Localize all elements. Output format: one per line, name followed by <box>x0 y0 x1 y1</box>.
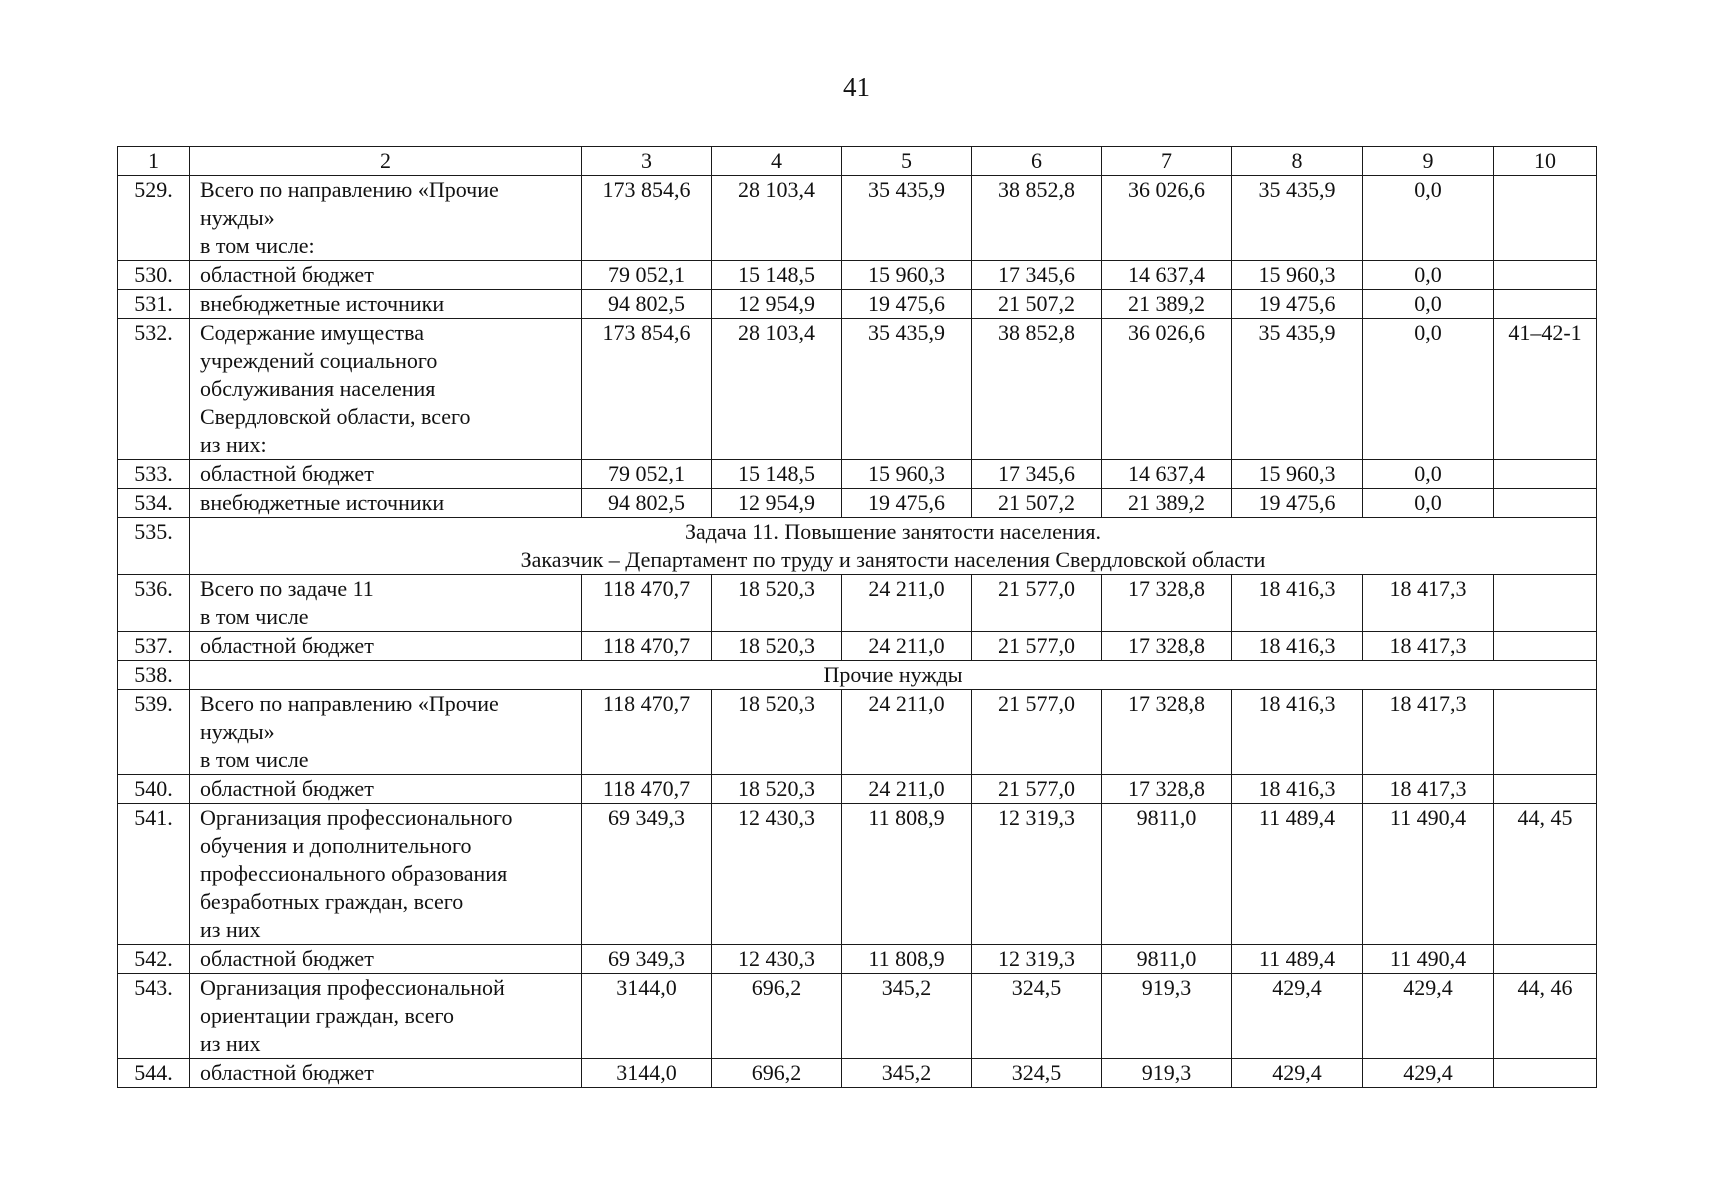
row-description <box>190 489 582 518</box>
value-cell: 429,4 <box>1232 974 1363 1059</box>
description-line: в том числе: <box>200 233 315 258</box>
description-line: областной бюджет <box>200 461 374 486</box>
value-cell: 18 520,3 <box>712 575 842 632</box>
reference-cell <box>1494 632 1597 661</box>
section-heading <box>190 661 1597 690</box>
header-cell: 10 <box>1494 147 1597 176</box>
table-row <box>118 632 1597 661</box>
description-line: в том числе <box>200 604 309 629</box>
value-cell: 19 475,6 <box>1232 290 1363 319</box>
description-line: Всего по задаче 11 <box>200 576 374 601</box>
row-description <box>190 460 582 489</box>
header-cell: 2 <box>190 147 582 176</box>
value-cell: 14 637,4 <box>1102 460 1232 489</box>
header-cell: 6 <box>972 147 1102 176</box>
value-cell: 9811,0 <box>1102 945 1232 974</box>
value-cell: 11 808,9 <box>842 804 972 945</box>
description-line: областной бюджет <box>200 262 374 287</box>
value-cell: 15 960,3 <box>1232 460 1363 489</box>
header-row <box>118 147 1597 176</box>
value-cell: 18 520,3 <box>712 632 842 661</box>
description-line: областной бюджет <box>200 946 374 971</box>
value-cell: 35 435,9 <box>842 319 972 460</box>
header-cell: 4 <box>712 147 842 176</box>
header-cell: 8 <box>1232 147 1363 176</box>
value-cell: 21 577,0 <box>972 632 1102 661</box>
value-cell: 24 211,0 <box>842 575 972 632</box>
table-row <box>118 575 1597 632</box>
value-cell: 173 854,6 <box>582 176 712 261</box>
description-line: обслуживания населения <box>200 376 436 401</box>
header-cell: 9 <box>1363 147 1494 176</box>
description-line: внебюджетные источники <box>200 291 445 316</box>
row-description <box>190 804 582 945</box>
reference-cell: 41–42-1 <box>1494 319 1597 460</box>
value-cell: 0,0 <box>1363 319 1494 460</box>
value-cell: 38 852,8 <box>972 176 1102 261</box>
value-cell: 12 430,3 <box>712 804 842 945</box>
table-row <box>118 460 1597 489</box>
value-cell: 21 577,0 <box>972 690 1102 775</box>
value-cell: 118 470,7 <box>582 690 712 775</box>
value-cell: 28 103,4 <box>712 176 842 261</box>
value-cell: 18 520,3 <box>712 775 842 804</box>
value-cell: 345,2 <box>842 974 972 1059</box>
reference-cell: 44, 46 <box>1494 974 1597 1059</box>
value-cell: 35 435,9 <box>842 176 972 261</box>
value-cell: 17 328,8 <box>1102 690 1232 775</box>
value-cell: 69 349,3 <box>582 945 712 974</box>
header-cell: 7 <box>1102 147 1232 176</box>
row-description <box>190 575 582 632</box>
value-cell: 21 507,2 <box>972 290 1102 319</box>
row-number: 540. <box>118 775 190 804</box>
value-cell: 18 417,3 <box>1363 775 1494 804</box>
row-description <box>190 290 582 319</box>
reference-cell <box>1494 1059 1597 1088</box>
table-row <box>118 661 1597 690</box>
value-cell: 0,0 <box>1363 176 1494 261</box>
value-cell: 11 490,4 <box>1363 945 1494 974</box>
description-line: областной бюджет <box>200 633 374 658</box>
value-cell: 18 416,3 <box>1232 775 1363 804</box>
reference-cell: 44, 45 <box>1494 804 1597 945</box>
description-line: нужды» <box>200 719 275 744</box>
value-cell: 324,5 <box>972 1059 1102 1088</box>
value-cell: 19 475,6 <box>1232 489 1363 518</box>
table-row <box>118 974 1597 1059</box>
reference-cell <box>1494 290 1597 319</box>
reference-cell <box>1494 945 1597 974</box>
value-cell: 3144,0 <box>582 974 712 1059</box>
value-cell: 0,0 <box>1363 460 1494 489</box>
value-cell: 24 211,0 <box>842 775 972 804</box>
value-cell: 12 954,9 <box>712 290 842 319</box>
value-cell: 28 103,4 <box>712 319 842 460</box>
value-cell: 18 417,3 <box>1363 632 1494 661</box>
reference-cell <box>1494 690 1597 775</box>
table-row <box>118 804 1597 945</box>
value-cell: 0,0 <box>1363 261 1494 290</box>
description-line: профессионального образования <box>200 861 508 886</box>
value-cell: 15 148,5 <box>712 261 842 290</box>
description-line: ориентации граждан, всего <box>200 1003 455 1028</box>
table-row <box>118 690 1597 775</box>
value-cell: 94 802,5 <box>582 489 712 518</box>
reference-cell <box>1494 261 1597 290</box>
table-row <box>118 945 1597 974</box>
value-cell: 21 507,2 <box>972 489 1102 518</box>
reference-cell <box>1494 575 1597 632</box>
description-line: Содержание имущества <box>200 320 424 345</box>
section-heading-line: Прочие нужды <box>823 662 963 687</box>
value-cell: 12 954,9 <box>712 489 842 518</box>
row-number: 532. <box>118 319 190 460</box>
reference-cell <box>1494 775 1597 804</box>
value-cell: 429,4 <box>1363 1059 1494 1088</box>
value-cell: 17 328,8 <box>1102 632 1232 661</box>
value-cell: 696,2 <box>712 974 842 1059</box>
value-cell: 35 435,9 <box>1232 176 1363 261</box>
value-cell: 18 416,3 <box>1232 690 1363 775</box>
table-row <box>118 319 1597 460</box>
value-cell: 21 577,0 <box>972 775 1102 804</box>
reference-cell <box>1494 176 1597 261</box>
value-cell: 11 490,4 <box>1363 804 1494 945</box>
value-cell: 18 417,3 <box>1363 690 1494 775</box>
row-number: 537. <box>118 632 190 661</box>
row-number: 543. <box>118 974 190 1059</box>
table-body <box>118 147 1597 1088</box>
value-cell: 173 854,6 <box>582 319 712 460</box>
section-heading-line: Задача 11. Повышение занятости населения. <box>684 519 1102 544</box>
value-cell: 15 960,3 <box>842 460 972 489</box>
value-cell: 0,0 <box>1363 489 1494 518</box>
reference-cell <box>1494 489 1597 518</box>
description-line: в том числе <box>200 747 309 772</box>
section-heading <box>190 518 1597 575</box>
description-line: Организация профессиональной <box>200 975 505 1000</box>
description-line: обучения и дополнительного <box>200 833 472 858</box>
row-number: 538. <box>118 661 190 690</box>
value-cell: 429,4 <box>1232 1059 1363 1088</box>
description-line: Всего по направлению «Прочие <box>200 691 499 716</box>
row-description <box>190 319 582 460</box>
row-number: 536. <box>118 575 190 632</box>
value-cell: 17 328,8 <box>1102 575 1232 632</box>
value-cell: 429,4 <box>1363 974 1494 1059</box>
row-number: 541. <box>118 804 190 945</box>
table-row <box>118 489 1597 518</box>
value-cell: 17 328,8 <box>1102 775 1232 804</box>
value-cell: 19 475,6 <box>842 489 972 518</box>
value-cell: 9811,0 <box>1102 804 1232 945</box>
value-cell: 79 052,1 <box>582 460 712 489</box>
value-cell: 3144,0 <box>582 1059 712 1088</box>
value-cell: 94 802,5 <box>582 290 712 319</box>
row-description <box>190 775 582 804</box>
value-cell: 18 416,3 <box>1232 575 1363 632</box>
value-cell: 24 211,0 <box>842 690 972 775</box>
description-line: из них: <box>200 432 267 457</box>
description-line: учреждений социального <box>200 348 438 373</box>
row-number: 542. <box>118 945 190 974</box>
description-line: Всего по направлению «Прочие <box>200 177 499 202</box>
description-line: безработных граждан, всего <box>200 889 464 914</box>
value-cell: 919,3 <box>1102 974 1232 1059</box>
value-cell: 36 026,6 <box>1102 319 1232 460</box>
value-cell: 18 416,3 <box>1232 632 1363 661</box>
value-cell: 15 960,3 <box>842 261 972 290</box>
section-heading-line: Заказчик – Департамент по труду и занятости населения Свердловской области <box>520 547 1266 572</box>
row-number: 539. <box>118 690 190 775</box>
row-number: 544. <box>118 1059 190 1088</box>
row-description <box>190 261 582 290</box>
row-description <box>190 945 582 974</box>
value-cell: 118 470,7 <box>582 632 712 661</box>
value-cell: 21 577,0 <box>972 575 1102 632</box>
value-cell: 18 417,3 <box>1363 575 1494 632</box>
value-cell: 696,2 <box>712 1059 842 1088</box>
description-line: областной бюджет <box>200 776 374 801</box>
value-cell: 38 852,8 <box>972 319 1102 460</box>
value-cell: 21 389,2 <box>1102 290 1232 319</box>
value-cell: 15 960,3 <box>1232 261 1363 290</box>
row-number: 529. <box>118 176 190 261</box>
budget-table <box>117 146 1597 1088</box>
value-cell: 11 808,9 <box>842 945 972 974</box>
value-cell: 118 470,7 <box>582 575 712 632</box>
value-cell: 18 520,3 <box>712 690 842 775</box>
row-description <box>190 974 582 1059</box>
value-cell: 919,3 <box>1102 1059 1232 1088</box>
value-cell: 14 637,4 <box>1102 261 1232 290</box>
row-number: 535. <box>118 518 190 575</box>
row-number: 531. <box>118 290 190 319</box>
value-cell: 0,0 <box>1363 290 1494 319</box>
table-row <box>118 261 1597 290</box>
row-number: 533. <box>118 460 190 489</box>
description-line: областной бюджет <box>200 1060 374 1085</box>
row-description <box>190 632 582 661</box>
value-cell: 17 345,6 <box>972 460 1102 489</box>
row-description <box>190 1059 582 1088</box>
value-cell: 12 319,3 <box>972 945 1102 974</box>
reference-cell <box>1494 460 1597 489</box>
description-line: Организация профессионального <box>200 805 513 830</box>
value-cell: 79 052,1 <box>582 261 712 290</box>
row-number: 534. <box>118 489 190 518</box>
row-description <box>190 176 582 261</box>
page-number: 41 <box>843 72 870 102</box>
value-cell: 15 148,5 <box>712 460 842 489</box>
table-row <box>118 775 1597 804</box>
value-cell: 24 211,0 <box>842 632 972 661</box>
value-cell: 11 489,4 <box>1232 945 1363 974</box>
row-number: 530. <box>118 261 190 290</box>
description-line: внебюджетные источники <box>200 490 445 515</box>
value-cell: 36 026,6 <box>1102 176 1232 261</box>
value-cell: 35 435,9 <box>1232 319 1363 460</box>
header-cell: 5 <box>842 147 972 176</box>
value-cell: 17 345,6 <box>972 261 1102 290</box>
description-line: из них <box>200 917 261 942</box>
description-line: Свердловской области, всего <box>200 404 471 429</box>
value-cell: 69 349,3 <box>582 804 712 945</box>
table-row <box>118 1059 1597 1088</box>
value-cell: 21 389,2 <box>1102 489 1232 518</box>
value-cell: 324,5 <box>972 974 1102 1059</box>
header-cell: 3 <box>582 147 712 176</box>
value-cell: 118 470,7 <box>582 775 712 804</box>
description-line: из них <box>200 1031 261 1056</box>
value-cell: 345,2 <box>842 1059 972 1088</box>
table-row <box>118 290 1597 319</box>
table-row <box>118 176 1597 261</box>
value-cell: 19 475,6 <box>842 290 972 319</box>
value-cell: 12 319,3 <box>972 804 1102 945</box>
row-description <box>190 690 582 775</box>
header-cell: 1 <box>118 147 190 176</box>
table-row <box>118 518 1597 575</box>
value-cell: 11 489,4 <box>1232 804 1363 945</box>
description-line: нужды» <box>200 205 275 230</box>
value-cell: 12 430,3 <box>712 945 842 974</box>
